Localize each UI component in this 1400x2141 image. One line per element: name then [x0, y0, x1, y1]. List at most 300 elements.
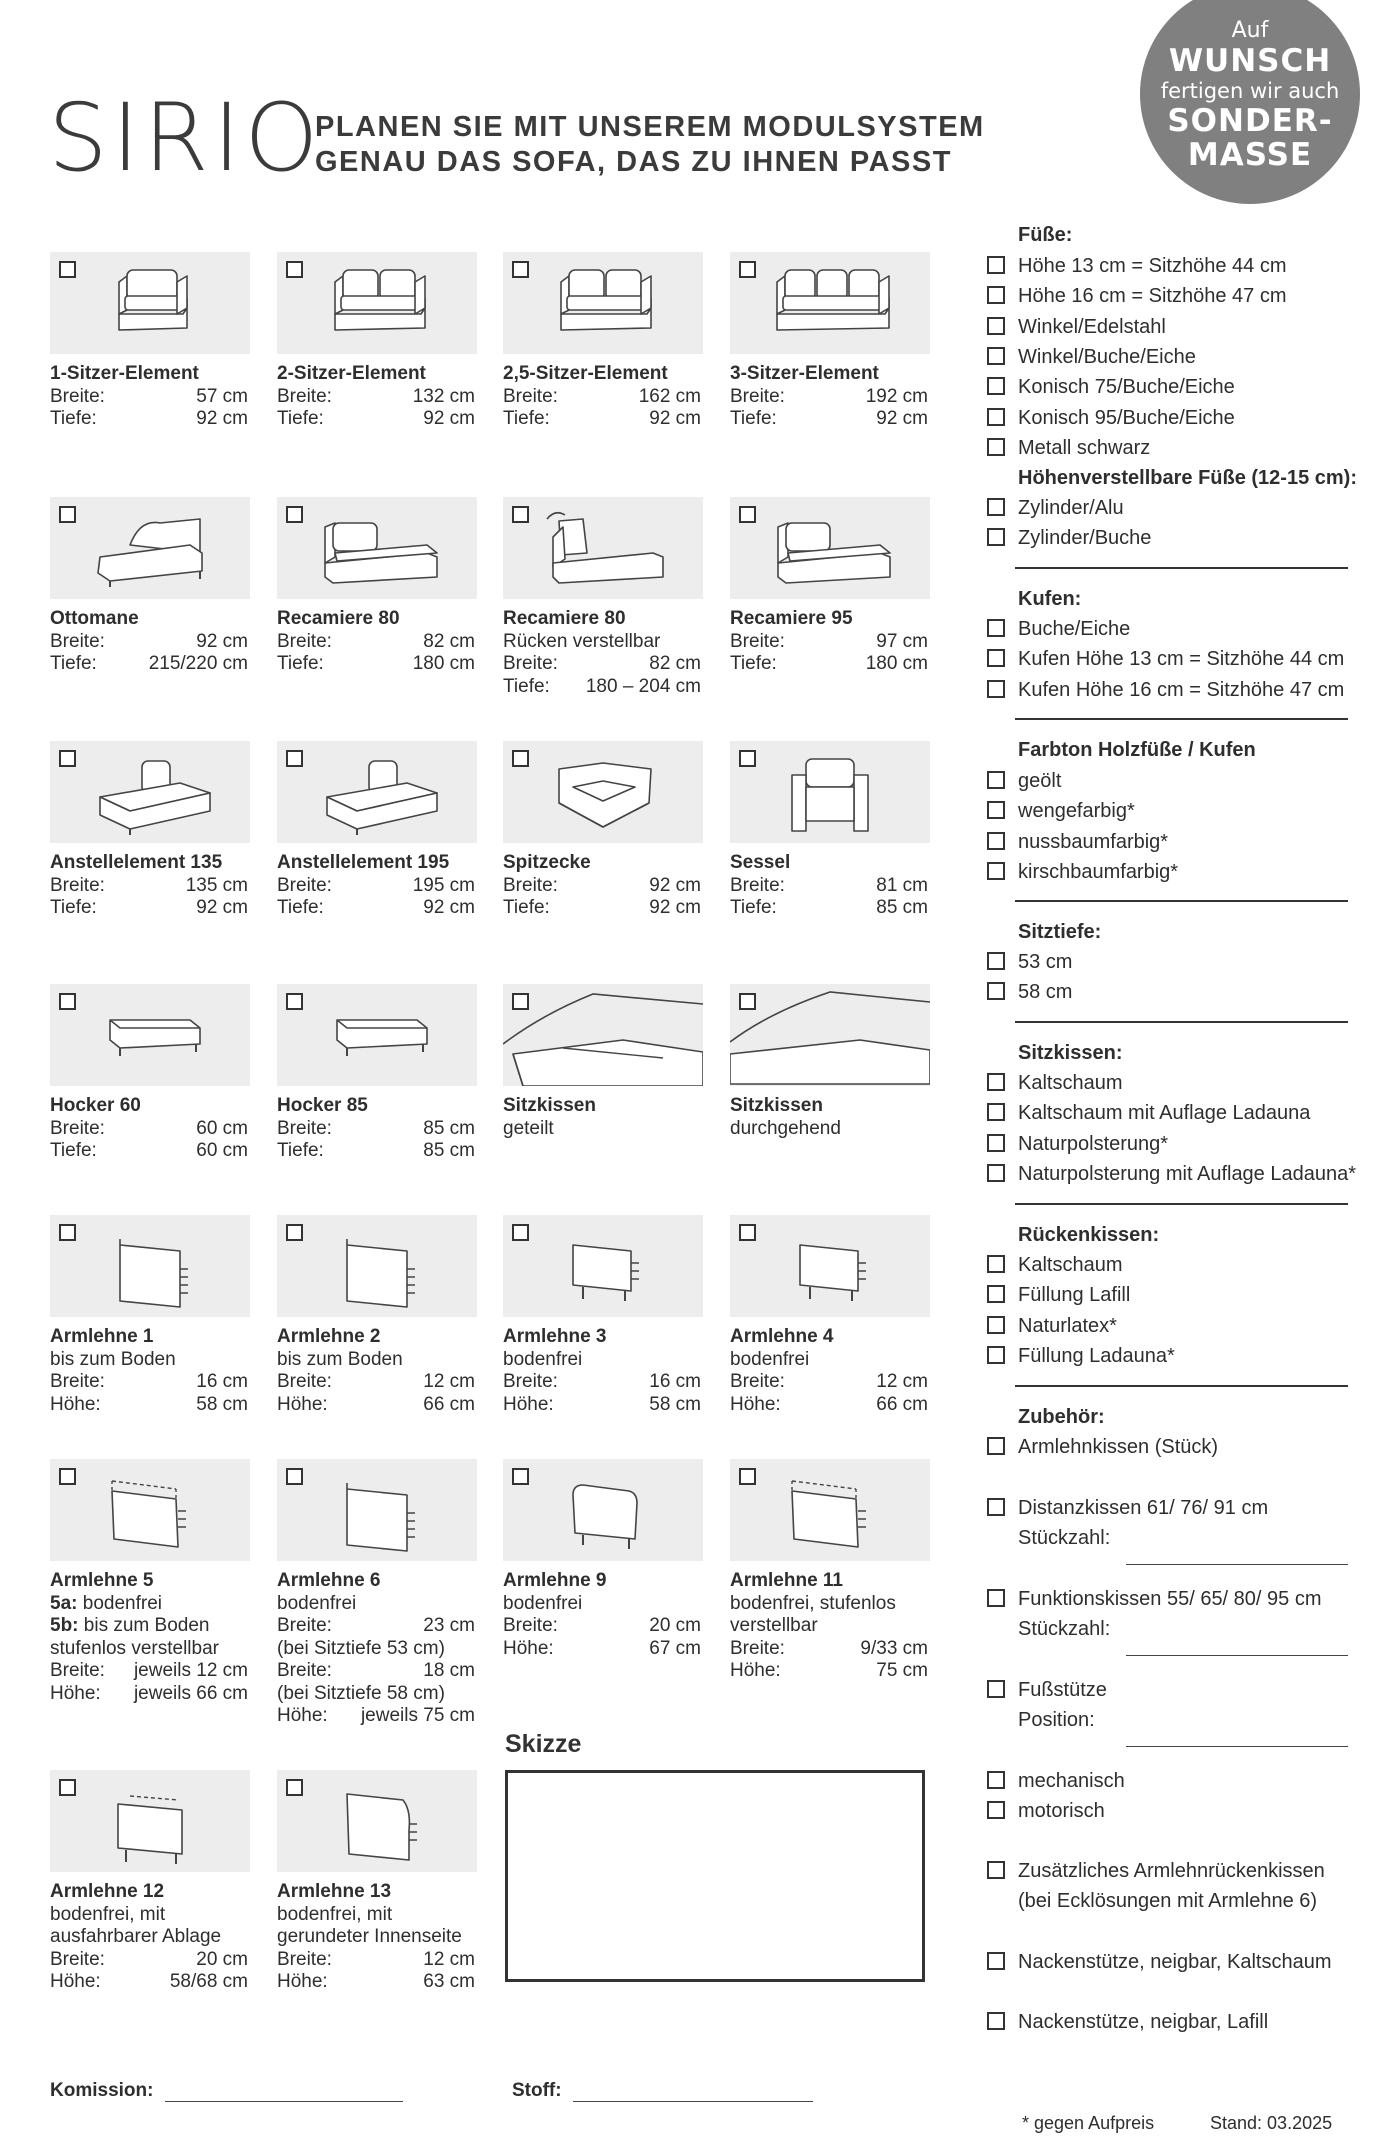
add-on-element-icon — [277, 741, 477, 843]
module-name: Armlehne 6 — [277, 1570, 381, 1591]
option-checkbox[interactable] — [987, 1437, 1005, 1455]
option-label: Füllung Ladauna* — [1018, 1344, 1175, 1367]
module-card — [730, 984, 930, 1140]
stool-icon — [277, 984, 477, 1086]
module-checkbox[interactable] — [59, 1224, 76, 1241]
armrest-legs-icon — [730, 1215, 930, 1317]
option-label: Nackenstütze, neigbar, Kaltschaum — [1018, 1951, 1332, 1973]
stool-icon — [50, 984, 250, 1086]
option-checkbox[interactable] — [987, 982, 1005, 1000]
dimension-value: 85 cm — [423, 1140, 475, 1161]
armrest-icon — [50, 1215, 250, 1317]
module-dimension — [277, 897, 477, 920]
module-name: Armlehne 2 — [277, 1326, 381, 1347]
dimension-label: Breite: — [277, 630, 332, 652]
module-checkbox[interactable] — [286, 750, 303, 767]
module-description: bis zum Boden — [50, 1348, 176, 1370]
module-card — [277, 252, 477, 431]
option-section-title: Farbton Holzfüße / Kufen — [1018, 739, 1256, 761]
module-dimension — [503, 1638, 703, 1661]
badge-line-5: MASSE — [1187, 137, 1313, 173]
option-label: Kaltschaum mit Auflage Ladauna — [1018, 1102, 1311, 1125]
dimension-value: 81 cm — [876, 874, 928, 896]
dimension-value: 16 cm — [649, 1371, 701, 1392]
dimension-value: 180 cm — [865, 653, 928, 674]
module-card — [50, 1459, 250, 1705]
option-label: kirschbaumfarbig* — [1018, 860, 1179, 883]
recamiere-icon — [277, 497, 477, 599]
module-dimension — [50, 1394, 250, 1417]
module-name: Armlehne 3 — [503, 1326, 607, 1347]
module-checkbox[interactable] — [739, 750, 756, 767]
module-text — [503, 1570, 703, 1660]
sketch-area[interactable] — [505, 1770, 925, 1982]
dimension-label: Breite: — [277, 1660, 332, 1681]
seat-cushion-split-icon — [503, 984, 703, 1086]
option-checkbox[interactable] — [987, 408, 1005, 426]
option-checkbox[interactable] — [987, 1771, 1005, 1789]
option-label: Distanzkissen 61/ 76/ 91 cm — [1018, 1497, 1269, 1519]
quantity-line[interactable] — [1126, 1655, 1348, 1656]
option-checkbox[interactable] — [987, 801, 1005, 819]
option-checkbox[interactable] — [987, 347, 1005, 365]
option-checkbox[interactable] — [987, 680, 1005, 698]
module-name: Recamiere 80 — [503, 608, 626, 629]
dimension-label: Breite: — [277, 1615, 332, 1636]
ottoman-icon — [50, 497, 250, 599]
dimension-value: 92 cm — [196, 408, 248, 429]
dimension-label: Tiefe: — [277, 897, 324, 918]
module-description: bodenfrei — [277, 1592, 357, 1614]
module-dimension — [277, 1660, 477, 1683]
module-description: bis zum Boden — [277, 1348, 403, 1370]
option-checkbox[interactable] — [987, 1952, 1005, 1970]
module-text — [503, 608, 703, 698]
module-checkbox[interactable] — [286, 993, 303, 1010]
module-card — [50, 252, 250, 431]
module-name: Armlehne 12 — [50, 1881, 165, 1902]
section-divider — [1015, 567, 1348, 569]
dimension-value: 9/33 cm — [860, 1637, 928, 1659]
module-name: Armlehne 5 — [50, 1570, 154, 1591]
recamiere-adjustable-icon — [503, 497, 703, 599]
module-dimension — [503, 875, 703, 898]
module-card — [277, 984, 477, 1163]
option-checkbox[interactable] — [987, 952, 1005, 970]
module-checkbox[interactable] — [59, 261, 76, 278]
option-label: mechanisch — [1018, 1770, 1125, 1792]
option-checkbox[interactable] — [987, 1073, 1005, 1091]
module-card — [277, 741, 477, 920]
dimension-value: 58/68 cm — [169, 1971, 248, 1992]
dimension-value: 82 cm — [649, 653, 701, 674]
module-text — [50, 1570, 250, 1705]
module-image — [277, 497, 477, 599]
dimension-value: 60 cm — [196, 1117, 248, 1139]
dimension-value: 66 cm — [423, 1393, 475, 1415]
module-dimension — [503, 1371, 703, 1394]
option-label: Winkel/Buche/Eiche — [1018, 345, 1196, 368]
module-dimension — [503, 408, 703, 431]
module-dimension — [277, 1118, 477, 1141]
dimension-label: Tiefe: — [503, 408, 550, 429]
module-description: ausfahrbarer Ablage — [50, 1926, 222, 1947]
module-text — [50, 1326, 250, 1416]
module-card — [503, 1215, 703, 1416]
option-checkbox[interactable] — [987, 256, 1005, 274]
option-label: Füllung Lafill — [1018, 1284, 1131, 1307]
option-checkbox[interactable] — [987, 1316, 1005, 1334]
option-checkbox[interactable] — [987, 1861, 1005, 1879]
dimension-label: Breite: — [730, 874, 785, 896]
option-checkbox[interactable] — [987, 1285, 1005, 1303]
module-checkbox[interactable] — [59, 993, 76, 1010]
module-dimension — [277, 653, 477, 676]
option-checkbox[interactable] — [987, 1164, 1005, 1182]
dimension-value: 20 cm — [196, 1948, 248, 1970]
module-checkbox[interactable] — [739, 993, 756, 1010]
module-dimension — [503, 1394, 703, 1417]
module-checkbox[interactable] — [286, 506, 303, 523]
module-name: Hocker 85 — [277, 1095, 368, 1116]
module-image — [277, 1459, 477, 1561]
module-dimension — [277, 875, 477, 898]
dimension-label: Breite: — [50, 1948, 105, 1970]
module-name: Armlehne 9 — [503, 1570, 607, 1591]
module-dimension — [730, 875, 930, 898]
module-checkbox[interactable] — [512, 750, 529, 767]
option-checkbox[interactable] — [987, 1589, 1005, 1607]
module-text — [730, 1326, 930, 1416]
module-card — [50, 1215, 250, 1416]
module-card — [277, 1770, 477, 1994]
module-dimension — [277, 386, 477, 409]
option-label: Konisch 95/Buche/Eiche — [1018, 406, 1235, 429]
option-checkbox[interactable] — [987, 498, 1005, 516]
dimension-value: 92 cm — [649, 897, 701, 918]
option-checkbox[interactable] — [987, 317, 1005, 335]
sofa-2-seater-icon — [277, 252, 477, 354]
dimension-value: jeweils 66 cm — [133, 1682, 248, 1704]
module-image — [730, 1459, 930, 1561]
footnote: * gegen Aufpreis — [1022, 2113, 1155, 2133]
module-description: (bei Sitztiefe 58 cm) — [277, 1682, 445, 1704]
module-image — [50, 252, 250, 354]
dimension-label: Tiefe: — [50, 897, 97, 918]
module-dimension — [50, 875, 250, 898]
option-checkbox[interactable] — [987, 2012, 1005, 2030]
module-image — [503, 1459, 703, 1561]
module-description: bodenfrei, mit — [50, 1903, 166, 1925]
module-checkbox[interactable] — [286, 1224, 303, 1241]
option-section-title: Kufen: — [1018, 588, 1082, 610]
module-image — [277, 984, 477, 1086]
armrest-shelf-icon — [50, 1770, 250, 1872]
add-on-element-icon — [50, 741, 250, 843]
option-label: nussbaumfarbig* — [1018, 830, 1169, 853]
option-label: Nackenstütze, neigbar, Lafill — [1018, 2011, 1269, 2033]
module-dimension — [50, 1949, 250, 1972]
dimension-label: Breite: — [730, 630, 785, 652]
option-checkbox[interactable] — [987, 1680, 1005, 1698]
module-checkbox[interactable] — [739, 261, 756, 278]
dimension-label: Breite: — [730, 385, 785, 407]
module-card — [503, 497, 703, 698]
dimension-label: Breite: — [503, 653, 558, 674]
section-divider — [1015, 1385, 1348, 1387]
option-label: Konisch 75/Buche/Eiche — [1018, 376, 1235, 399]
module-image — [277, 1770, 477, 1872]
module-dimension — [277, 408, 477, 431]
option-checkbox[interactable] — [987, 1498, 1005, 1516]
module-description: stufenlos verstellbar — [50, 1637, 219, 1659]
module-dimension — [277, 1140, 477, 1163]
module-dimension — [730, 631, 930, 654]
dimension-value: 12 cm — [423, 1948, 475, 1970]
dimension-label: Breite: — [277, 385, 332, 407]
sofa-1-seater-icon — [50, 252, 250, 354]
commission-line[interactable] — [165, 2083, 403, 2102]
brand-logo: SIRIO — [48, 84, 323, 193]
module-image — [503, 1215, 703, 1317]
option-checkbox[interactable] — [987, 619, 1005, 637]
module-checkbox[interactable] — [739, 1468, 756, 1485]
dimension-value: 60 cm — [196, 1140, 248, 1161]
module-image — [50, 1459, 250, 1561]
option-label: 53 cm — [1018, 951, 1073, 973]
module-checkbox[interactable] — [512, 1468, 529, 1485]
dimension-value: 58 cm — [649, 1393, 701, 1415]
dimension-value: jeweils 75 cm — [360, 1705, 475, 1726]
module-name: Armlehne 4 — [730, 1326, 834, 1347]
option-checkbox[interactable] — [987, 1103, 1005, 1121]
dimension-label: Breite: — [503, 874, 558, 896]
module-dimension — [277, 1949, 477, 1972]
module-text — [730, 608, 930, 676]
module-description: geteilt — [503, 1117, 554, 1139]
module-description: gerundeter Innenseite — [277, 1926, 462, 1947]
option-label: (bei Ecklösungen mit Armlehne 6) — [1018, 1890, 1318, 1912]
dimension-label: Tiefe: — [50, 653, 97, 674]
module-image — [503, 252, 703, 354]
dimension-value: 85 cm — [423, 1117, 475, 1139]
module-dimension — [277, 1394, 477, 1417]
module-dimension — [50, 1660, 250, 1683]
module-checkbox[interactable] — [739, 1224, 756, 1241]
module-checkbox[interactable] — [739, 506, 756, 523]
quantity-line[interactable] — [1126, 1564, 1348, 1565]
option-checkbox[interactable] — [987, 832, 1005, 850]
module-text — [50, 363, 250, 431]
option-label: geölt — [1018, 770, 1062, 792]
section-divider — [1015, 900, 1348, 902]
module-name: Armlehne 1 — [50, 1326, 154, 1347]
module-checkbox[interactable] — [59, 506, 76, 523]
module-text — [730, 852, 930, 920]
module-text — [277, 852, 477, 920]
dimension-value: 66 cm — [876, 1393, 928, 1415]
option-label: motorisch — [1018, 1800, 1105, 1822]
dimension-label: Breite: — [277, 874, 332, 896]
module-name: 2,5-Sitzer-Element — [503, 363, 668, 384]
module-dimension — [503, 676, 703, 699]
module-card — [730, 1215, 930, 1416]
recamiere-icon — [730, 497, 930, 599]
fabric-field[interactable] — [512, 2080, 813, 2102]
module-text — [50, 1881, 250, 1994]
option-checkbox[interactable] — [987, 771, 1005, 789]
option-checkbox[interactable] — [987, 1134, 1005, 1152]
module-checkbox[interactable] — [59, 1468, 76, 1485]
module-description: 5b: bis zum Boden — [50, 1615, 210, 1636]
sofa-3-seater-icon — [730, 252, 930, 354]
dimension-label: Tiefe: — [730, 897, 777, 918]
dimension-value: 92 cm — [423, 408, 475, 429]
dimension-value: 215/220 cm — [148, 653, 248, 674]
module-dimension — [730, 1371, 930, 1394]
module-name: Armlehne 13 — [277, 1881, 392, 1902]
armchair-icon — [730, 741, 930, 843]
option-label: Kaltschaum — [1018, 1254, 1123, 1276]
module-name: Sessel — [730, 852, 791, 873]
module-description: durchgehend — [730, 1117, 841, 1139]
armrest-icon — [277, 1459, 477, 1561]
module-image — [730, 252, 930, 354]
module-checkbox[interactable] — [512, 261, 529, 278]
module-dimension — [277, 1971, 477, 1994]
dimension-label: Höhe: — [277, 1705, 328, 1726]
option-label: Zusätzliches Armlehnrückenkissen — [1018, 1860, 1325, 1882]
option-checkbox[interactable] — [987, 1801, 1005, 1819]
armrest-curved-icon — [277, 1770, 477, 1872]
option-label: Naturpolsterung mit Auflage Ladauna* — [1018, 1162, 1357, 1185]
module-name: Sitzkissen — [503, 1095, 596, 1116]
option-label: Kaltschaum — [1018, 1072, 1123, 1094]
module-checkbox[interactable] — [59, 750, 76, 767]
module-image — [277, 1215, 477, 1317]
dimension-label: Höhe: — [730, 1660, 781, 1681]
module-description: bodenfrei, stufenlos — [730, 1592, 896, 1614]
module-name: Armlehne 11 — [730, 1570, 843, 1591]
option-label: wengefarbig* — [1018, 800, 1135, 823]
option-checkbox[interactable] — [987, 528, 1005, 546]
module-name: Anstellelement 135 — [50, 852, 223, 873]
dimension-label: Höhe: — [730, 1393, 781, 1415]
dimension-label: Tiefe: — [503, 675, 550, 697]
module-text — [277, 1326, 477, 1416]
option-checkbox[interactable] — [987, 862, 1005, 880]
module-dimension — [50, 386, 250, 409]
dimension-value: 195 cm — [412, 874, 475, 896]
module-dimension — [730, 1394, 930, 1417]
module-dimension — [50, 1140, 250, 1163]
module-card — [277, 1215, 477, 1416]
module-card — [50, 984, 250, 1163]
badge-line-3: fertigen wir auch — [1160, 79, 1340, 103]
dimension-value: 85 cm — [876, 897, 928, 918]
dimension-label: Tiefe: — [277, 408, 324, 429]
module-dimension — [730, 897, 930, 920]
option-label: Zylinder/Alu — [1018, 497, 1124, 519]
module-image — [50, 1215, 250, 1317]
module-description: bodenfrei — [730, 1348, 810, 1370]
module-name: Recamiere 95 — [730, 608, 853, 629]
module-image — [503, 497, 703, 599]
option-checkbox[interactable] — [987, 1346, 1005, 1364]
dimension-value: 57 cm — [196, 385, 248, 407]
module-text — [503, 1095, 703, 1140]
dimension-label: Breite: — [503, 1371, 558, 1392]
option-label: Kufen Höhe 13 cm = Sitzhöhe 44 cm — [1018, 648, 1345, 671]
dimension-value: 132 cm — [412, 385, 475, 407]
option-checkbox[interactable] — [987, 286, 1005, 304]
module-dimension — [503, 1615, 703, 1638]
dimension-label: Breite: — [503, 385, 558, 407]
section-divider — [1015, 718, 1348, 720]
option-checkbox[interactable] — [987, 1255, 1005, 1273]
module-name: Anstellelement 195 — [277, 852, 450, 873]
module-card — [50, 497, 250, 676]
module-checkbox[interactable] — [286, 261, 303, 278]
module-card — [277, 1459, 477, 1728]
fabric-line[interactable] — [573, 2083, 813, 2102]
module-description: (bei Sitztiefe 53 cm) — [277, 1637, 445, 1659]
option-section-title: Rückenkissen: — [1018, 1224, 1160, 1246]
module-checkbox[interactable] — [512, 993, 529, 1010]
option-checkbox[interactable] — [987, 438, 1005, 456]
dimension-label: Breite: — [50, 1660, 105, 1681]
module-dimension — [50, 408, 250, 431]
module-checkbox[interactable] — [286, 1779, 303, 1796]
module-checkbox[interactable] — [286, 1468, 303, 1485]
commission-field[interactable] — [50, 2080, 403, 2102]
armrest-round-icon — [503, 1459, 703, 1561]
module-dimension — [730, 386, 930, 409]
section-divider — [1015, 1021, 1348, 1023]
module-card — [503, 741, 703, 920]
dimension-value: jeweils 12 cm — [133, 1660, 248, 1681]
sofa-2-5-seater-icon — [503, 252, 703, 354]
quantity-line[interactable] — [1126, 1746, 1348, 1747]
dimension-label: Breite: — [50, 630, 105, 652]
module-image — [730, 741, 930, 843]
option-checkbox[interactable] — [987, 649, 1005, 667]
module-card — [503, 1459, 703, 1660]
dimension-value: 75 cm — [876, 1660, 928, 1681]
module-text — [50, 852, 250, 920]
version-date: Stand: 03.2025 — [1210, 2113, 1333, 2133]
tagline-line-2: GENAU DAS SOFA, DAS ZU IHNEN PASST — [315, 146, 952, 178]
module-checkbox[interactable] — [59, 1779, 76, 1796]
module-text — [730, 1095, 930, 1140]
option-label: Höhe 13 cm = Sitzhöhe 44 cm — [1018, 255, 1287, 277]
module-description: verstellbar — [730, 1615, 818, 1636]
option-section-title: Sitztiefe: — [1018, 921, 1102, 943]
module-checkbox[interactable] — [512, 1224, 529, 1241]
dimension-label: Breite: — [730, 1637, 785, 1659]
module-dimension — [50, 1371, 250, 1394]
dimension-label: Breite: — [277, 1371, 332, 1392]
option-section-title: Zubehör: — [1018, 1406, 1105, 1428]
module-text — [50, 1095, 250, 1163]
dimension-value: 12 cm — [876, 1371, 928, 1392]
module-image — [503, 741, 703, 843]
module-description: bodenfrei — [503, 1592, 583, 1614]
option-checkbox[interactable] — [987, 377, 1005, 395]
dimension-label: Höhe: — [503, 1637, 554, 1659]
module-checkbox[interactable] — [512, 506, 529, 523]
option-label: Zylinder/Buche — [1018, 527, 1152, 550]
